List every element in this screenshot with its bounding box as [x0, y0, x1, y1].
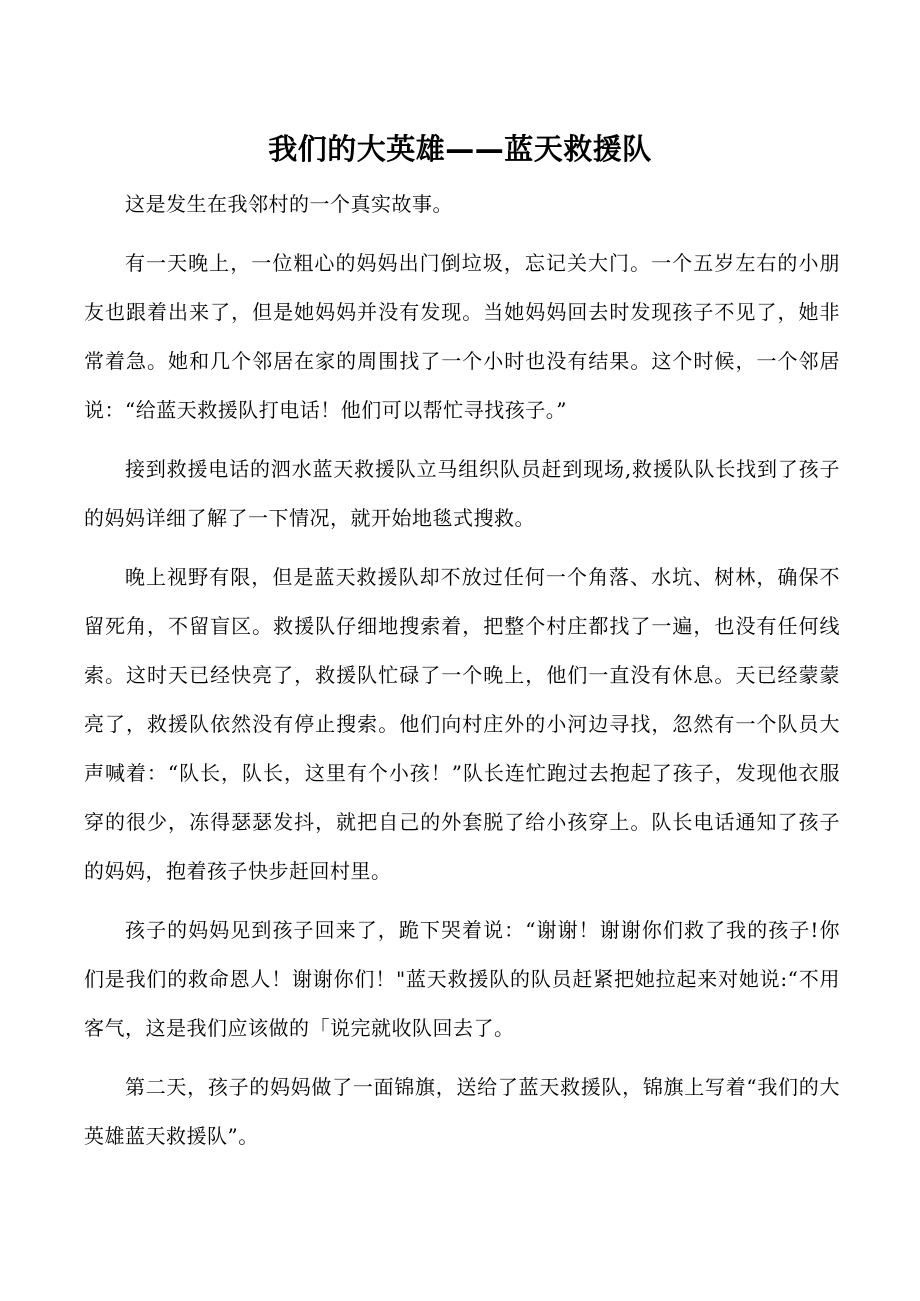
paragraph-night-search: 晚上视野有限，但是蓝天救援队却不放过任何一个角落、水坑、树林，确保不留死角，不留盲区。救援队仔细地搜索着，把整个村庄都找了一遍，也没有任何线索。这时天已经快亮了，救援队忙碌了一个晚上，他们一直没有休息。天已经蒙蒙亮了，救援队依然没有停止搜索。他们向村庄外的小河边寻找，忽然有一个队员大声喊着：“队长，队长，这里有个小孩！”队长连忙跑过去抱起了孩子，发现他衣服穿的很少，冻得瑟瑟发抖，就把自己的外套脱了给小孩穿上。队长电话通知了孩子的妈妈，抱着孩子快步赶回村里。 [84, 565, 840, 883]
paragraph-rescue-arrives: 接到救援电话的泗水蓝天救援队立马组织队员赶到现场,救援队队长找到了孩子的妈妈详细了解了一下情况，就开始地毯式搜救。 [84, 457, 840, 530]
document-title: 我们的大英雄——蓝天救援队 [268, 132, 652, 166]
paragraph-mother-thanks: 孩子的妈妈见到孩子回来了，跪下哭着说：“谢谢！谢谢你们救了我的孩子!你们是我们的救命恩人！谢谢你们！"蓝天救援队的队员赶紧把她拉起来对她说:“不用客气，这是我们应该做的「说完就收队回去了。 [84, 918, 840, 1040]
paragraph-banner-gift: 第二天，孩子的妈妈做了一面锦旗，送给了蓝天救援队，锦旗上写着“我们的大英雄蓝天救援队”。 [84, 1075, 840, 1148]
document-body [84, 180, 840, 1171]
paragraph-child-missing: 有一天晚上，一位粗心的妈妈出门倒垃圾，忘记关大门。一个五岁左右的小朋友也跟着出来了，但是她妈妈并没有发现。当她妈妈回去时发现孩子不见了，她非常着急。她和几个邻居在家的周围找了一个小时也没有结果。这个时候，一个邻居说：“给蓝天救援队打电话！他们可以帮忙寻找孩子。” [84, 251, 840, 422]
paragraph-intro: 这是发生在我邻村的一个真实故事。 [125, 192, 453, 216]
